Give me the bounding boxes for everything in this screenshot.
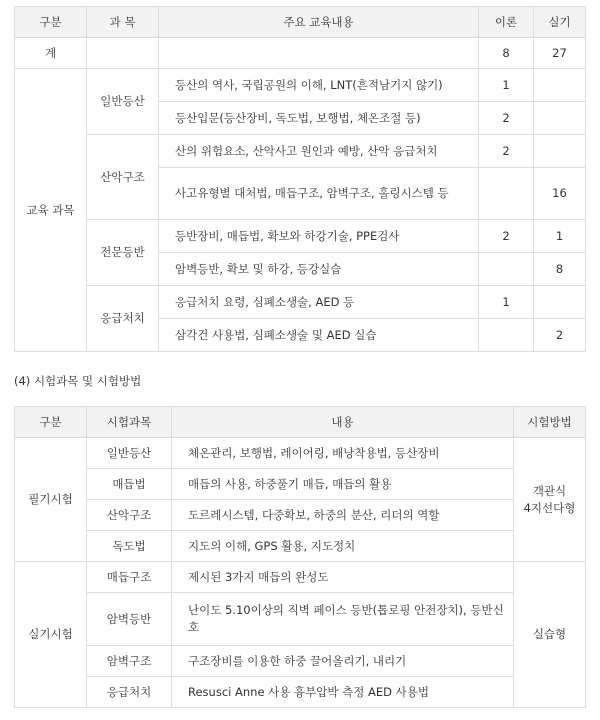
content-cell: 도르레시스템, 다중확보, 하중의 분산, 리더의 역할 bbox=[172, 500, 514, 531]
total-row bbox=[15, 38, 586, 69]
header-exam-method: 시험방법 bbox=[514, 407, 586, 438]
header-content: 주요 교육내용 bbox=[159, 7, 479, 38]
table-row bbox=[15, 562, 586, 593]
practice-cell bbox=[534, 102, 586, 135]
table-row bbox=[15, 438, 586, 469]
content-cell: 매듭의 사용, 하중풀기 매듭, 매듭의 활용 bbox=[172, 469, 514, 500]
practice-cell: 16 bbox=[534, 168, 586, 220]
subject-cell: 매듭법 bbox=[87, 469, 172, 500]
table-row bbox=[15, 69, 586, 102]
header-content: 내용 bbox=[172, 407, 514, 438]
practical-exam-label: 실기시험 bbox=[15, 562, 87, 708]
theory-cell: 2 bbox=[479, 102, 534, 135]
content-cell: 지도의 이해, GPS 활용, 지도정치 bbox=[172, 531, 514, 562]
total-label: 계 bbox=[15, 38, 87, 69]
practice-cell bbox=[534, 135, 586, 168]
theory-cell: 1 bbox=[479, 69, 534, 102]
table-row bbox=[15, 500, 586, 531]
theory-cell bbox=[479, 319, 534, 352]
content-cell: 난이도 5.10이상의 직벽 페이스 등반(톱로핑 안전장치), 등반신호 bbox=[172, 593, 514, 646]
theory-cell bbox=[479, 253, 534, 286]
table-row bbox=[15, 593, 586, 646]
subject-cell: 암벽구조 bbox=[87, 646, 172, 677]
subject-cell: 독도법 bbox=[87, 531, 172, 562]
subject-cell: 전문등반 bbox=[87, 220, 159, 286]
table-header-row bbox=[15, 407, 586, 438]
content-cell: 응급처치 요령, 심폐소생술, AED 등 bbox=[159, 286, 479, 319]
subject-cell: 산악구조 bbox=[87, 500, 172, 531]
table-header-row bbox=[15, 7, 586, 38]
subject-cell: 일반등산 bbox=[87, 69, 159, 135]
header-theory: 이론 bbox=[479, 7, 534, 38]
table-row bbox=[15, 220, 586, 253]
content-cell: 구조장비를 이용한 하중 끌어올리기, 내리기 bbox=[172, 646, 514, 677]
subject-cell: 응급처치 bbox=[87, 286, 159, 352]
total-practice: 27 bbox=[534, 38, 586, 69]
section-title: (4) 시험과목 및 시험방법 bbox=[14, 374, 142, 388]
written-exam-method: 객관식 4지선다형 bbox=[514, 438, 586, 562]
content-cell: 암벽등반, 확보 및 하강, 등강실습 bbox=[159, 253, 479, 286]
theory-cell: 1 bbox=[479, 286, 534, 319]
practice-cell: 2 bbox=[534, 319, 586, 352]
practical-exam-method: 실습형 bbox=[514, 562, 586, 708]
header-practice: 실기 bbox=[534, 7, 586, 38]
category-cell: 교육 과목 bbox=[15, 69, 87, 352]
practice-cell: 8 bbox=[534, 253, 586, 286]
theory-cell: 2 bbox=[479, 135, 534, 168]
content-cell: 등산입문(등산장비, 독도법, 보행법, 체온조절 등) bbox=[159, 102, 479, 135]
header-subject: 과 목 bbox=[87, 7, 159, 38]
subject-cell: 암벽등반 bbox=[87, 593, 172, 646]
content-cell: 등반장비, 매듭법, 확보와 하강기술, PPE검사 bbox=[159, 220, 479, 253]
table-row bbox=[15, 646, 586, 677]
exam-method-table bbox=[14, 406, 586, 708]
table-row bbox=[15, 135, 586, 168]
table-row bbox=[15, 469, 586, 500]
header-exam-subject: 시험과목 bbox=[87, 407, 172, 438]
practice-cell bbox=[534, 286, 586, 319]
content-cell: 체온관리, 보행법, 레이어링, 배낭착용법, 등산장비 bbox=[172, 438, 514, 469]
education-curriculum-table bbox=[14, 6, 586, 352]
content-cell: 등산의 역사, 국립공원의 이해, LNT(흔적남기지 않기) bbox=[159, 69, 479, 102]
content-cell: 산의 위험요소, 산악사고 원인과 예방, 산악 응급처치 bbox=[159, 135, 479, 168]
subject-cell: 매듭구조 bbox=[87, 562, 172, 593]
header-category: 구분 bbox=[15, 407, 87, 438]
content-cell: Resusci Anne 사용 흉부압박 측정 AED 사용법 bbox=[172, 677, 514, 708]
subject-cell: 응급처치 bbox=[87, 677, 172, 708]
practice-cell bbox=[534, 69, 586, 102]
content-cell: 제시된 3가지 매듭의 완성도 bbox=[172, 562, 514, 593]
header-category: 구분 bbox=[15, 7, 87, 38]
content-cell: 사고유형별 대처법, 매듭구조, 암벽구조, 홀링시스템 등 bbox=[159, 168, 479, 220]
written-exam-label: 필기시험 bbox=[15, 438, 87, 562]
theory-cell: 2 bbox=[479, 220, 534, 253]
table-row bbox=[15, 677, 586, 708]
table-row bbox=[15, 531, 586, 562]
content-cell: 삼각건 사용법, 심폐소생술 및 AED 실습 bbox=[159, 319, 479, 352]
total-theory: 8 bbox=[479, 38, 534, 69]
theory-cell bbox=[479, 168, 534, 220]
subject-cell: 산악구조 bbox=[87, 135, 159, 220]
table-row bbox=[15, 286, 586, 319]
practice-cell: 1 bbox=[534, 220, 586, 253]
subject-cell: 일반등산 bbox=[87, 438, 172, 469]
